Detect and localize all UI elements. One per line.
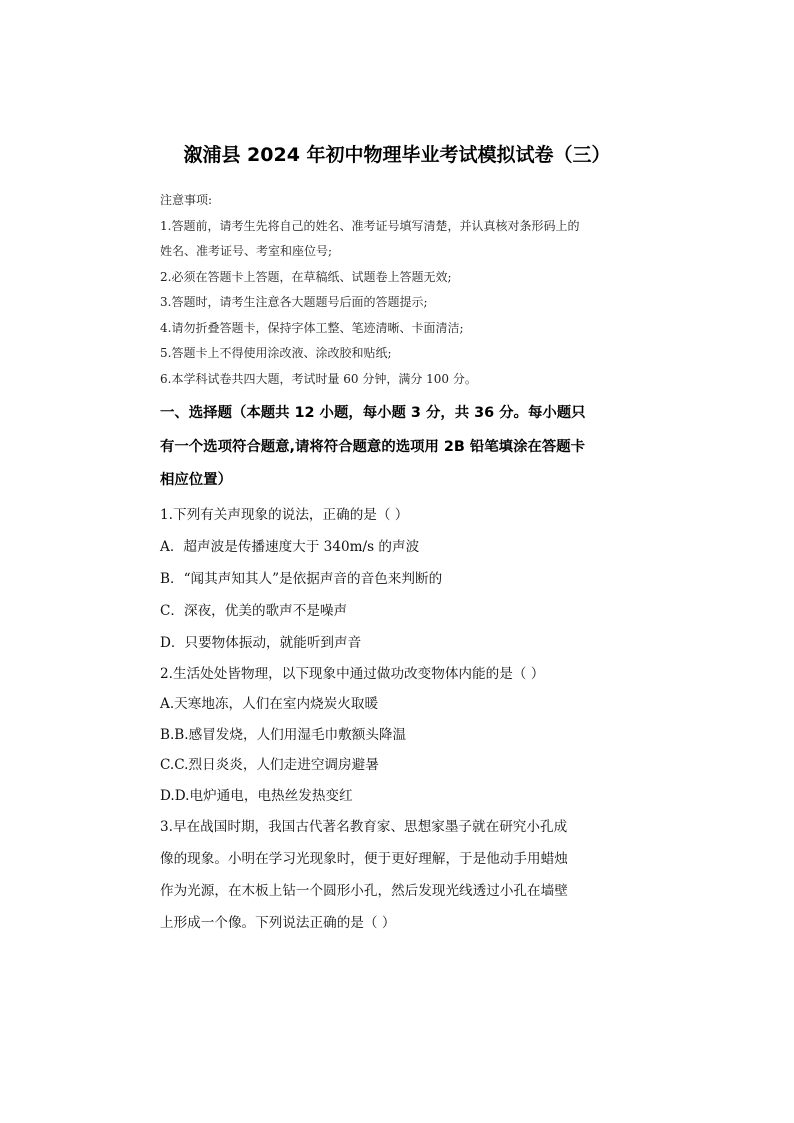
notes-item: 3.答题时，请考生注意各大题题号后面的答题提示; (160, 295, 428, 309)
question-2-option-c: C.C.烈日炎炎，人们走进空调房避暑 (160, 757, 379, 773)
section-heading-line: 有一个选项符合题意,请将符合题意的选项用 2B 铅笔填涂在答题卡 (160, 438, 586, 455)
question-1-option-b: B．“闻其声知其人”是依据声音的音色来判断的 (160, 571, 443, 587)
question-2-option-b: B.B.感冒发烧，人们用湿毛巾敷额头降温 (160, 727, 407, 743)
question-3-line: 上形成一个像。下列说法正确的是（ ） (160, 915, 396, 931)
notes-item: 姓名、准考证号、考室和座位号; (160, 244, 333, 258)
question-1-option-d: D．只要物体振动，就能听到声音 (160, 635, 362, 651)
question-2-option-a: A.天寒地冻，人们在室内烧炭火取暖 (160, 696, 379, 712)
question-3-line: 作为光源，在木板上钻一个圆形小孔，然后发现光线透过小孔在墙壁 (160, 883, 568, 899)
exam-title: 溆浦县 2024 年初中物理毕业考试模拟试卷（三） (183, 144, 611, 166)
notes-item: 4.请勿折叠答题卡，保持字体工整、笔迹清晰、卡面清洁; (160, 320, 464, 335)
notes-item: 6.本学科试卷共四大题，考试时量 60 分钟，满分 100 分。 (160, 371, 477, 386)
section-heading (160, 397, 640, 498)
notes-item: 1.答题前，请考生先将自己的姓名、准考证号填写清楚，并认真核对条形码上的 (160, 218, 580, 233)
question-2-stem: 2.生活处处皆物理，以下现象中通过做功改变物体内能的是（ ） (160, 666, 545, 682)
question-1-option-a: A．超声波是传播速度大于 340m/s 的声波 (160, 539, 420, 555)
question-3-line: 像的现象。小明在学习光现象时，便于更好理解，于是他动手用蜡烛 (160, 851, 568, 867)
notes-item: 5.答题卡上不得使用涂改液、涂改胶和贴纸; (160, 346, 392, 360)
notes-block (160, 188, 640, 392)
question-1-stem: 1.下列有关声现象的说法，正确的是（ ） (160, 507, 409, 523)
section-heading-line: 相应位置） (160, 472, 232, 488)
question-1-option-c: C．深夜，优美的歌声不是噪声 (160, 603, 348, 619)
question-2-option-d: D.D.电炉通电，电热丝发热变红 (160, 788, 353, 804)
notes-heading: 注意事项: (160, 193, 213, 207)
question-3-line: 3.早在战国时期，我国古代著名教育家、思想家墨子就在研究小孔成 (160, 819, 568, 835)
section-heading-line: 一、选择题（本题共 12 小题，每小题 3 分，共 36 分。每小题只 (160, 405, 586, 421)
notes-item: 2.必须在答题卡上答题，在草稿纸、试题卷上答题无效; (160, 269, 452, 284)
